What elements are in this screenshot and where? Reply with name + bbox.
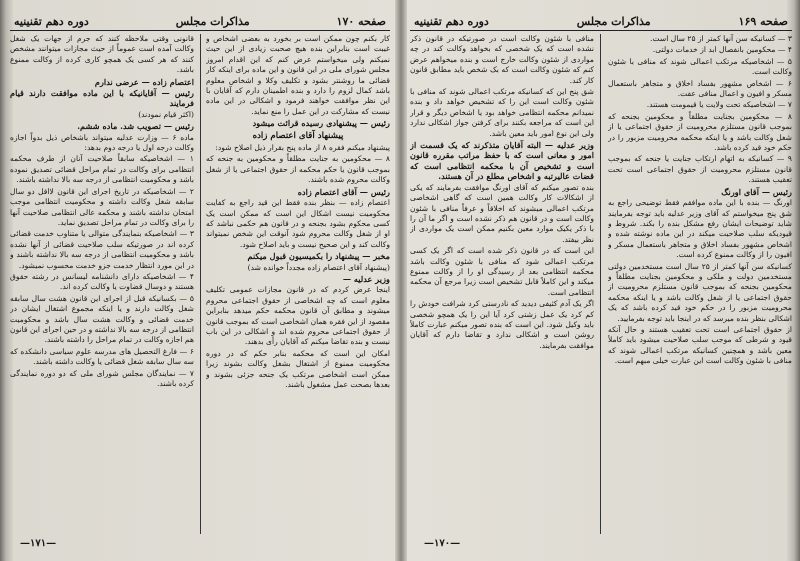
- right-page: [410, 6, 792, 554]
- speaker-paragraph: وزیر عدلیه — البته آقایان متذکرند که یک قسمت از امور و معانی است که با حفظ مراتب مقرره قانون است و تشخیص آن با محکمه انتظامی است که قضات عالیرتبه و اشخاص مطلع در آن هستند.: [410, 140, 594, 182]
- text-paragraph: از حقوق اجتماعی است تحت تعقیب هستند و حال آنکه قیود و شرطی که موجب سلب صلاحیت میشود باید کاملاً معین باشد و همچنین کسانیکه مرتکب اعمالی شوند که منافی با شئون وکالت است این عبارت خیلی مبهم است.: [608, 324, 792, 366]
- speaker-paragraph: رئیس — آقای اعتصام زاده: [297, 186, 390, 197]
- left-page-columns: [10, 34, 390, 534]
- text-paragraph: ۴ — محکومین بانفصال ابد از خدمات دولتی.: [652, 45, 792, 55]
- text-paragraph: ۱ — اشخاصیکه سابقاً صلاحیت آنان از طرف محکمه انتظامی برای وکالت در تمام مراحل قضائی تصدیق نموده باشد و محکومیت انتظامی از درجه سه بالا نداشته باشند.: [10, 154, 194, 185]
- text-paragraph: قانونی وقتی ملاحظه کنند که جرم از جهات یک شغل وکالت آمده است عموماً از حیث مجازات میتوانند مشخص کنند که هر کسی یک همچو کاری کرده از وکالت ممنوع باشد.: [10, 34, 194, 75]
- speaker-paragraph: وزیر عدلیه —: [342, 273, 390, 284]
- proposal-title: پیشنهاد آقای اعتصام زاده: [252, 130, 344, 141]
- text-paragraph: ۳ — کسانیکه سن آنها کمتر از ۲۵ سال است.: [650, 34, 792, 43]
- text-paragraph: امکان این است که محکمه بنابر حکم که در دوره محکومیت ممنوع از اشتغال بشغل وکالت بشوند زیرا ممکن است اشخاصی مرتکب یک جنحه جزئی بشوند و بعدها بصحت عمل مشغول باشند.: [206, 348, 390, 389]
- left-page-header: [10, 6, 390, 31]
- speaker-paragraph: مخبر — پیشنهاد را بکمیسیون قبول میکنم: [247, 251, 390, 262]
- right-page-number: صفحه ۱۶۹: [738, 15, 788, 28]
- column-divider: [200, 34, 201, 534]
- text-paragraph: شق پنج این که کسانیکه مرتکب اعمالی شوند که منافی با شئون وکالت است این را که تشخیص خواهد داد و بنده نمیدانم محکمه انتظامی خواهد بود یا اشخاص دیگر و قرار این است که مراجعه بکنند برای کرفتن جواز اشکالی ندارد ولی این نوع امور باید معین باشد.: [410, 87, 594, 138]
- left-page-number: صفحه ۱۷۰: [336, 15, 386, 28]
- left-page-session: دوره دهم تقنینیه: [14, 15, 89, 28]
- text-paragraph: ۹ — کسانیکه به اتهام ارتکاب جنایت یا جنحه که بموجب قانون مستلزم محرومیت از حقوق اجتماعی است تحت تعقیب هستند.: [608, 154, 792, 185]
- text-paragraph: ۶ — فارغ التحصیل های مدرسه علوم سیاسی دانشکده که سه سال سابقه شغل قضائی یا وکالت داشته باشند.: [10, 346, 194, 367]
- text-paragraph: اعتصام زاده — بنظر بنده فقط این قید راجع به کفایت محکومیت نیست اشکال این است که ممکن است یک کسی محکوم بشود بجنحه و در قانون هم حکمی نباشد که او از شغل وکالت محروم شود آنوقت این شخص نمیتواند وکالت کند و این صحیح نیست و باید اصلاح شود.: [206, 198, 390, 249]
- speaker-paragraph: اعتصام زاده — عرضی ندارم: [94, 76, 194, 87]
- text-paragraph: کسانیکه سن آنها کمتر از ۲۵ سال است مستخدمین دولتی مستخدمین دولت و ملکی و محکومین بجنایت مطلقاً و محکومین بجنحه که بموجب قانون مستلزم محرومیت از حقوق اجتماعی یا از شغل وکالت باشد و یا اینکه محکمه محرومیت مزبور را در حکم خود قید کرده باشد که یک اشکالی بنظر بنده میرسد که در اینجا باید توجه بفرمایید.: [608, 261, 792, 323]
- right-page-right-column: [608, 34, 792, 534]
- left-page-right-column: [206, 34, 390, 534]
- left-page-footer-number: —۱۷۱—: [20, 538, 57, 549]
- text-paragraph: ۴ — اشخاصیکه دارای دانشنامه لیسانس در رشته حقوق هستند و دوسال قضاوت یا وکالت کرده اند.: [10, 271, 194, 292]
- text-paragraph: ۵ — بکسانیکه قبل از اجرای این قانون هشت سال سابقه شغل وکالت دارند و یا اینکه مجموع اشتغال ایشان در خدمت قضائی و وکالت هشت سال باشد و محکومیت انتظامی از درجه سه بالا نداشته و در حین اجرای این قانون هم اجازه وکالت در تمام مراحل را داشته باشند.: [10, 293, 194, 345]
- column-divider: [600, 34, 601, 534]
- book-gutter: [395, 0, 407, 561]
- text-paragraph: اگر یک آدم کثیفی دیدید که نادرستی کرد شرافت خودش را کم کرد یک عمل زشتی کرد آیا این را یک همچو شخصی باید وکیل شود. این است که بنده تصور میکنم عبارت کاملاً روشن است و اشکالی ندارد و تقاضا دارم که آقایان موافقت بفرمایند.: [410, 299, 594, 350]
- text-paragraph: کار بکنم چون ممکن است بر بخورد به بعضی اشخاص و غیبت است بنابراین بنده هیچ صحبت زیادی از این حیث نمیکنم ولی میخواستم عرض کنم که این اقدام امروز مجلس شورای ملی در این قانون و این ماده برای اینکه کار قضائی ما روشنتر بشود و تکلیف وکلا و اشخاص معلوم باشد کمال لزوم را دارد و بنده اطمینان دارم که آقایان با این نظر موافقت خواهند فرمود و اشکالی در این ماده نیست که مشارکت در این عمل را منع نماید.: [206, 34, 390, 116]
- right-page-session: دوره دهم تقنینیه: [414, 15, 489, 28]
- text-paragraph: ۷ — اشخاصیکه تحت ولایت یا قیمومت هستند.: [646, 100, 792, 110]
- speaker-paragraph: رئیس — تصویب شد. ماده ششم.: [77, 121, 194, 132]
- right-page-journal-title: مذاکرات مجلس: [576, 15, 651, 28]
- speaker-paragraph: رئیس — آقایانیکه با این ماده موافقت دارند قیام فرمایند: [10, 88, 194, 109]
- text-paragraph: ماده ۶ — وزارت عدلیه میتواند باشخاص ذیل بدواً اجازه وکالت درجه اول یا درجه دوم بدهد:: [10, 132, 194, 153]
- text-paragraph: بنده تصور میکنم که آقای اورنگ موافقت بفرمایند که یکی از اشکالات کار وکالت همین است که گاهی اشخاصی مرتکب اعمالی میشوند که اخلاقاً و عرفاً منافی با شئون وکالت است و در قانون هم ذکر نشده است و اگر ما آن را با ذکر یکیک موارد معین بکنیم ممکن است یک مواردی از نظر بیفتد.: [410, 182, 594, 244]
- right-page-columns: [410, 34, 792, 534]
- text-paragraph: پیشنهاد میکنم فقره ۸ از ماده پنج بقرار ذیل اصلاح شود:: [215, 143, 390, 153]
- text-paragraph: این است که در قانون ذکر شده است که اگر یک کسی مرتکب اعمالی شود که منافی با شئون وکالت باشد محکمه انتظامی بعد از رسیدگی او را از وکالت ممنوع میکند و این کاملاً قابل تشخیص است زیرا مرجع آن محکمه انتظامی است.: [410, 246, 594, 297]
- left-page: [10, 6, 390, 554]
- text-paragraph: اینجا عرض کردم که در قانون مجازات عمومی تکلیف معلوم است که چه اشخاصی از حقوق اجتماعی محروم میشوند و مطابق آن قانون محکمه حکم میدهد بنابراین مقصود از این فقره همان اشخاصی است که بموجب قانون از حقوق اجتماعی محروم شده اند و اشکالی در این باب نیست و بنده تقاضا میکنم که آقایان رأی بدهند.: [206, 285, 390, 347]
- text-paragraph: ۷ — نمایندگان مجلس شورای ملی که دو دوره نمایندگی کرده باشند.: [10, 368, 194, 388]
- right-page-left-column: [410, 34, 594, 534]
- right-page-header: [410, 6, 792, 31]
- text-paragraph: (پیشنهاد آقای اعتصام زاده مجدداً خوانده شد): [247, 262, 390, 272]
- text-paragraph: ۸ — محکومین بجنایت مطلقاً و محکومین بجنحه که بموجب قانون مستلزم محرومیت از حقوق اجتماعی یا از شغل وکالت باشد و یا اینکه محکمه محرومیت مزبور را در حکم خود قید کرده باشد.: [608, 111, 792, 153]
- text-paragraph: منافی با شئون وکالت است در صورتیکه در قانون ذکر نشده است که یک شخصی که بخواهد وکالت کند در چه مواردی از شئون وکالت خارج است و بنده میخواهم عرض کنم که شئون وکالت است که بک شخص باید مطابق قانون کار کند.: [410, 34, 594, 85]
- text-paragraph: اورنگ — بنده با این ماده موافقم فقط توضیحی راجع به شق پنج میخواستم که آقای وزیر عدلیه باید توجه بفرمایند شاید توضیحات ایشان رفع مشکل بنده را بکند. شروط و قیودیکه سلب صلاحیت میکند در این ماده نوشته شده و اشخاص مشهور بفساد اخلاق و متجاهر باستعمال مسکر و افیون را از وکالت ممنوع کرده است.: [608, 198, 792, 260]
- left-page-journal-title: مذاکرات مجلس: [175, 15, 250, 28]
- text-paragraph: ۵ — اشخاصیکه مرتکب اعمالی شوند که منافی با شئون وکالت است.: [608, 56, 792, 77]
- text-paragraph: (اکثر قیام نمودند): [138, 109, 194, 119]
- speaker-paragraph: رئیس — آقای اورنگ: [721, 186, 792, 197]
- left-page-left-column: [10, 34, 194, 534]
- right-page-footer-number: —۱۷۰—: [424, 538, 461, 549]
- speaker-paragraph: رئیس — پیشنهادی رسیده قرائت میشود: [252, 118, 390, 129]
- text-paragraph: ۶ — اشخاص مشهور بفساد اخلاق و متجاهر باستعمال مسکر و افیون و اعمال منافی عفت.: [608, 78, 792, 99]
- text-paragraph: ۸ — محکومین به جنایت مطلقاً و محکومین به جنحه که بموجب قانون یا حکم محکمه از حقوق اجتماعی یا از شغل وکالت محروم شده باشند.: [206, 154, 390, 185]
- text-paragraph: ۲ — اشخاصیکه در تاریخ اجرای این قانون لااقل دو سال سابقه شغل وکالت داشته و محکومیت انتظامی موجب امتحان نداشته باشند و محکمه عالی انتظامی صلاحیت آنها را برای وکالت در تمام مراحل تصدیق نماید.: [10, 186, 194, 227]
- text-paragraph: ۳ — اشخاصیکه بنمایندگی متوالی یا متناوب خدمت قضائی کرده اند در صورتیکه سلب صلاحیت قضائی از آنها نشده باشد و محکومیت انتظامی از درجه سه بالا نداشته باشند و در این مورد انتظار خدمت جزو خدمت محسوب نمیشود.: [10, 229, 194, 270]
